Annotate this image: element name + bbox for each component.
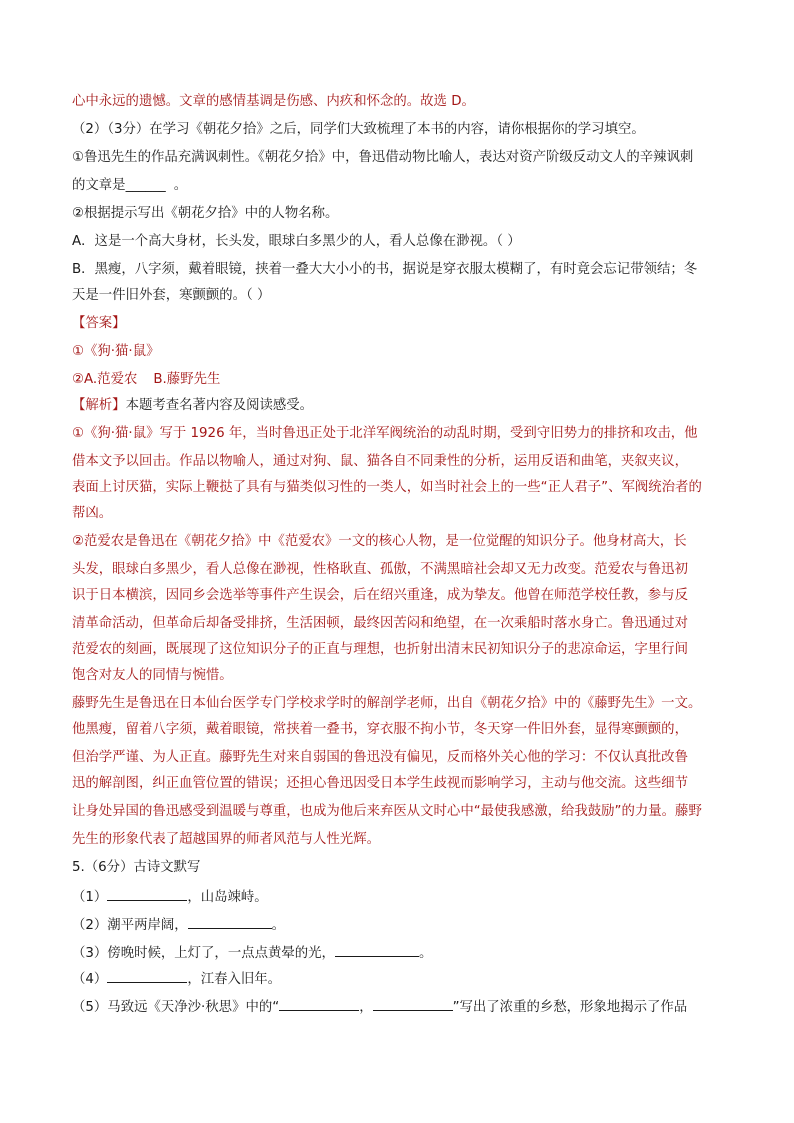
fill-blank (279, 996, 359, 1011)
analysis-line: 先生的形象代表了超越国界的师者风范与人性光辉。 (72, 832, 380, 847)
analysis-line: 但治学严谨、为人正直。藤野先生对来自弱国的鲁迅没有偏见，反而格外关心他的学习：不仅认真批改鲁 (72, 750, 688, 765)
fill-blank (373, 996, 453, 1011)
analysis-line: ②范爱农是鲁迅在《朝花夕拾》中《范爱农》一文的核心人物，是一位觉醒的知识分子。他身材高大，长 (72, 534, 687, 549)
analysis-heading: 【解析】本题考查名著内容及阅读感受。 (72, 398, 314, 413)
analysis-line: 识于日本横滨，因同乡会选举等事件产生误会，后在绍兴重逢，成为挚友。他曾在师范学校任教，参与反 (72, 588, 688, 603)
answer-2: ②A.范爱农 B.藤野先生 (72, 372, 221, 387)
analysis-line: 藤野先生是鲁迅在日本仙台医学专门学校求学时的解剖学老师，出自《朝花夕拾》中的《藤野先生》一文。 (72, 696, 702, 711)
poem-blank-4: （4） ，江春入旧年。 (72, 968, 281, 990)
option-b-cont: 天是一件旧外套，寒颤颤的。（ ） (72, 288, 271, 303)
fill-blank (188, 914, 272, 929)
poem-blank-1: （1） ，山岛竦峙。 (72, 886, 268, 908)
analysis-line: 他黑瘦，留着八字须，戴着眼镜，常挟着一叠书，穿衣服不拘小节，冬天穿一件旧外套，显得寒颤颤的， (72, 722, 688, 737)
analysis-line: 头发，眼球白多黑少，看人总像在渺视，性格耿直、孤傲，不满黑暗社会却又无力改变。范爱农与鲁迅初 (72, 562, 688, 577)
analysis-line: 帮凶。 (72, 506, 113, 521)
answer-heading: 【答案】 (72, 316, 126, 331)
analysis-line: 迅的解剖图，纠正血管位置的错误；还担心鲁迅因受日本学生歧视而影响学习，主动与他交流。这些细节 (72, 776, 688, 791)
question-2-item-1: ①鲁迅先生的作品充满讽刺性。《朝花夕拾》中，鲁迅借动物比喻人，表达对资产阶级反动文人的辛辣讽刺 (72, 150, 694, 165)
analysis-line: 清革命活动，但革命后却备受排挤，生活困顿，最终因苦闷和绝望，在一次乘船时落水身亡。鲁迅通过对 (72, 616, 688, 631)
analysis-line: 表面上讨厌猫，实际上鞭挞了具有与猫类似习性的一类人，如当时社会上的一些“正人君子”、军阀统治者的 (72, 480, 702, 495)
question-2-item-1-cont: 的文章是______ 。 (72, 178, 188, 193)
poem-blank-3: （3）傍晚时候，上灯了，一点点黄晕的光， 。 (72, 942, 432, 964)
answer-explanation-end: 心中永远的遗憾。文章的感情基调是伤感、内疚和怀念的。故选 D。 (72, 94, 475, 109)
analysis-line: 让身处异国的鲁迅感受到温暖与尊重，也成为他后来弃医从文时心中“最使我感激，给我鼓励”的力量。藤野 (72, 804, 702, 819)
fill-blank (107, 886, 187, 901)
question-5-title: 5.（6分）古诗文默写 (72, 860, 201, 875)
option-b: B．黑瘦，八字须，戴着眼镜，挟着一叠大大小小的书，据说是穿衣服太模糊了，有时竟会忘记带领结；冬 (72, 262, 698, 277)
answer-1: ①《狗·猫·鼠》 (72, 344, 160, 359)
analysis-line: ①《狗·猫·鼠》写于 1926 年，当时鲁迅正处于北洋军阀统治的动乱时期，受到守旧势力的排挤和攻击，他 (72, 426, 698, 441)
question-2-item-2: ②根据提示写出《朝花夕拾》中的人物名称。 (72, 206, 339, 221)
analysis-line: 饱含对友人的同情与惋惜。 (72, 668, 233, 683)
option-a: A．这是一个高大身材，长头发，眼球白多黑少的人，看人总像在渺视。（ ） (72, 234, 521, 249)
fill-blank (335, 942, 419, 957)
poem-blank-5: （5）马致远《天净沙·秋思》中的“ ， ”写出了浓重的乡愁，形象地揭示了作品 (72, 996, 687, 1018)
fill-blank: ______ (125, 178, 166, 193)
poem-blank-2: （2）潮平两岸阔， 。 (72, 914, 285, 936)
analysis-line: 范爱农的刻画，既展现了这位知识分子的正直与理想，也折射出清末民初知识分子的悲凉命运，字里行间 (72, 642, 688, 657)
fill-blank (107, 968, 187, 983)
analysis-line: 借本文予以回击。作品以物喻人，通过对狗、鼠、猫各自不同秉性的分析，运用反语和曲笔，夹叙夹议， (72, 454, 688, 469)
question-2-prompt: （2）（3分）在学习《朝花夕拾》之后，同学们大致梳理了本书的内容，请你根据你的学习填空。 (72, 122, 645, 137)
